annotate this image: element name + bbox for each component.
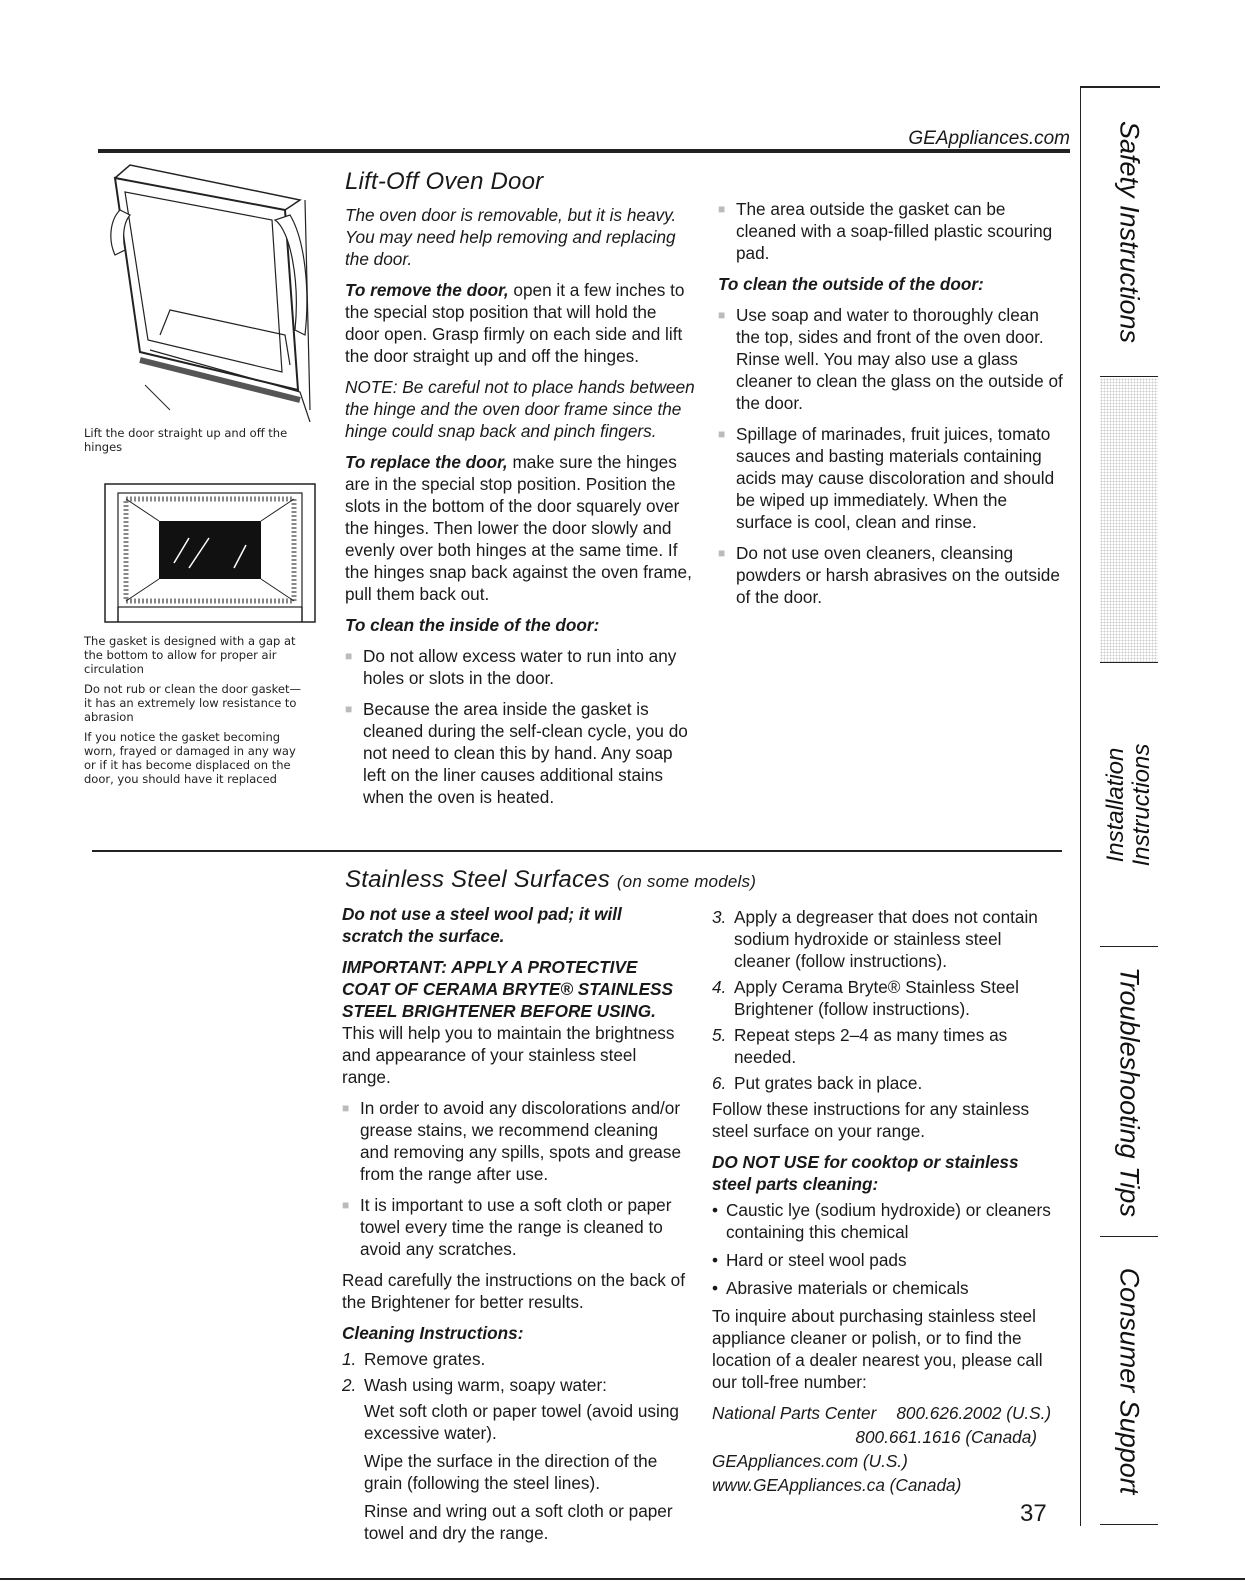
important-paragraph: IMPORTANT: APPLY A PROTECTIVE COAT OF CERAMA BRYTE® STAINLESS STEEL BRIGHTENER BEFORE USING. This will help you to maintain the brightness and appearance of your stainless steel range. <box>342 957 675 1087</box>
stainless-right-column <box>712 906 1057 1505</box>
gasket-outside-bullet: ■ The area outside the gasket can be cleaned with a soap-filled plastic scouring pad. <box>718 199 1053 263</box>
cleaning-instructions-heading: Cleaning Instructions: <box>342 1323 524 1343</box>
page-number: 37 <box>1020 1500 1047 1527</box>
parts-center-line: National Parts Center 800.626.2002 (U.S.) <box>712 1403 1052 1423</box>
replace-door-paragraph: To replace the door, make sure the hinges are in the special stop position. Position the slots in the bottom of the door squarely over the hinges. Then lower the door slowly and evenly over both hinges at the same time. If the hinges snap back against the oven frame, pull them back out. <box>345 452 692 604</box>
do-not-use-item: • Hard or steel wool pads <box>712 1250 907 1270</box>
liftoff-title: Lift-Off Oven Door <box>345 168 544 195</box>
steel-wool-warning: Do not use a steel wool pad; it will scratch the surface. <box>342 904 622 946</box>
tab-installation-instructions[interactable]: Installation Instructions <box>1100 664 1158 947</box>
liftoff-intro: The oven door is removable, but it is heavy. You may need help removing and replacing the door. <box>345 205 677 269</box>
bottom-rule <box>0 1578 1245 1580</box>
gasket-caption-3: If you notice the gasket becoming worn, frayed or damaged in any way or if it has become displaced on the door, you should have it replaced <box>84 730 296 786</box>
note-paragraph: NOTE: Be careful not to place hands between the hinge and the oven door frame since the hinge could snap back and pinch fingers. <box>345 377 695 441</box>
oven-gasket-illustration <box>104 483 316 623</box>
tab-safety-instructions[interactable]: Safety Instructions <box>1100 88 1158 377</box>
outside-bullet: ■ Spillage of marinades, fruit juices, tomato sauces and basting materials containing acids may cause discoloration and should be wiped up immediately. When the surface is cool, clean and rinse. <box>718 424 1055 532</box>
gasket-caption-1: The gasket is designed with a gap at the bottom to allow for proper air circulation <box>84 634 296 676</box>
read-carefully-text: Read carefully the instructions on the back of the Brightener for better results. <box>342 1270 685 1312</box>
step-substep: Wet soft cloth or paper towel (avoid using excessive water). <box>364 1401 679 1443</box>
door-lift-illustration <box>100 160 315 422</box>
liftoff-section <box>345 168 695 817</box>
inside-bullet: ■ Do not allow excess water to run into any holes or slots in the door. <box>345 646 677 688</box>
inside-door-heading: To clean the inside of the door: <box>345 615 600 635</box>
outside-bullet: ■ Use soap and water to thoroughly clean the top, sides and front of the oven door. Rinse well. You may also use a glass cleaner to clean the glass on the outside of the door. <box>718 305 1063 413</box>
figure-caption: Lift the door straight up and off the hinges <box>84 426 288 454</box>
step-item: 6. Put grates back in place. <box>712 1073 923 1093</box>
stainless-left-column <box>342 903 687 1550</box>
stainless-bullet: ■ In order to avoid any discolorations and/or grease stains, we recommend cleaning and removing any spills, spots and grease from the range after use. <box>342 1098 682 1184</box>
remove-door-paragraph: To remove the door, open it a few inches to the special stop position that will hold the door open. Grasp firmly on each side and lift the door straight up and off the hinges. <box>345 280 685 366</box>
tab-blank-dotted <box>1100 378 1158 663</box>
do-not-use-heading: DO NOT USE for cooktop or stainless steel parts cleaning: <box>712 1152 1019 1194</box>
tab-consumer-support[interactable]: Consumer Support <box>1100 1238 1158 1525</box>
step-item: 4. Apply Cerama Bryte® Stainless Steel Brightener (follow instructions). <box>712 977 1019 1019</box>
website-canada: www.GEAppliances.ca (Canada) <box>712 1475 962 1495</box>
tab-troubleshooting-tips[interactable]: Troubleshooting Tips <box>1100 948 1158 1237</box>
site-url: GEAppliances.com <box>908 128 1070 149</box>
website-us: GEAppliances.com (U.S.) <box>712 1451 908 1471</box>
stainless-bullet: ■ It is important to use a soft cloth or paper towel every time the range is cleaned to avoid any scratches. <box>342 1195 672 1259</box>
step-substep: Rinse and wring out a soft cloth or paper towel and dry the range. <box>364 1501 673 1543</box>
outside-bullet: ■ Do not use oven cleaners, cleansing powders or harsh abrasives on the outside of the door. <box>718 543 1060 607</box>
do-not-use-item: • Caustic lye (sodium hydroxide) or cleaners containing this chemical <box>712 1200 1051 1242</box>
gasket-caption-2: Do not rub or clean the door gasket— it has an extremely low resistance to abrasion <box>84 682 301 724</box>
step-item: 5. Repeat steps 2–4 as many times as needed. <box>712 1025 1008 1067</box>
stainless-title: Stainless Steel Surfaces (on some models) <box>345 866 757 893</box>
follow-text: Follow these instructions for any stainless steel surface on your range. <box>712 1099 1030 1141</box>
step-item: 3. Apply a degreaser that does not contain sodium hydroxide or stainless steel cleaner (follow instructions). <box>712 907 1038 971</box>
outside-door-heading: To clean the outside of the door: <box>718 274 984 294</box>
inside-bullet: ■ Because the area inside the gasket is cleaned during the self-clean cycle, you do not need to clean this by hand. Any soap left on the liner causes additional stains when the oven is heated. <box>345 699 688 807</box>
header-rule <box>98 149 1070 153</box>
step-substep: Wipe the surface in the direction of the grain (following the steel lines). <box>364 1451 658 1493</box>
step-item: 1. Remove grates. <box>342 1349 486 1369</box>
section-rule <box>92 850 1062 852</box>
outside-door-section <box>718 198 1063 617</box>
inquire-text: To inquire about purchasing stainless steel appliance cleaner or polish, or to find the location of a dealer nearest you, please call our toll-free number: <box>712 1306 1043 1392</box>
parts-center-canada: 800.661.1616 (Canada) <box>855 1427 1037 1447</box>
do-not-use-item: • Abrasive materials or chemicals <box>712 1278 969 1298</box>
step-item: 2. Wash using warm, soapy water: <box>342 1375 607 1395</box>
